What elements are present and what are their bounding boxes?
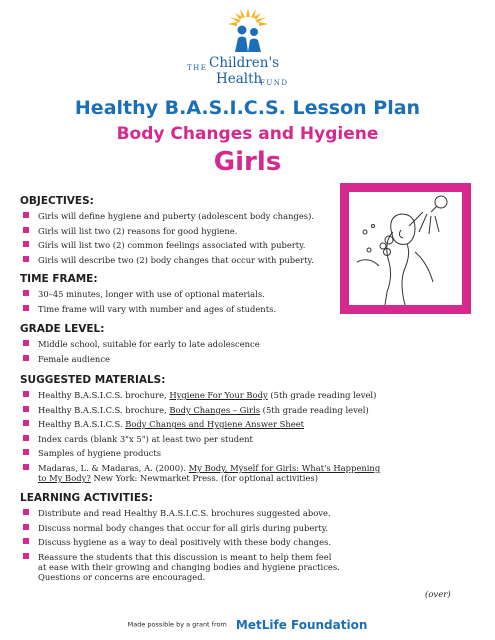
learning-activities-section [20,492,450,586]
illustration-frame [340,183,471,314]
brochure-title: Hygiene For Your Body [169,390,268,400]
bullet-square-icon [23,509,29,515]
page-title: Healthy B.A.S.I.C.S. Lesson Plan [74,97,421,119]
bullet-square-icon [23,464,29,470]
bullet-square-icon [23,449,29,455]
materials-section [20,374,450,488]
list-item: Middle school, suitable for early to late adolescence [20,339,350,349]
sponsor-logo: MetLife Foundation [235,617,368,632]
list-item: Healthy B.A.S.I.C.S. brochure, Hygiene For Your Body (5th grade reading level) [20,390,450,400]
logo-fund: FUND [260,79,289,87]
list-item: Discuss hygiene as a way to deal positively with these body changes. [20,537,450,547]
bullet-square-icon [23,435,29,441]
bullet-square-icon [23,406,29,412]
page-subtitle: Body Changes and Hygiene [116,124,379,144]
bullet-square-icon [23,355,29,361]
grade-level-heading: GRADE LEVEL: [20,323,105,335]
list-item: Girls will define hygiene and puberty (adolescent body changes). [20,211,350,221]
list-item: Female audience [20,354,350,364]
bullet-square-icon [23,391,29,397]
audience-title: Girls [213,147,282,177]
time-frame-heading: TIME FRAME: [20,273,98,285]
list-item: Discuss normal body changes that occur for all girls during puberty. [20,523,450,533]
book-title-cont: to My Body? [38,472,91,483]
bullet-square-icon [23,290,29,296]
bullet-square-icon [23,538,29,544]
learning-activities-list [20,508,450,582]
list-item: Samples of hygiene products [20,448,450,458]
objectives-list [20,211,350,265]
over-note: (over) [425,590,451,600]
footer-grant-text: Made possible by a grant from [127,620,227,629]
list-item: Madaras, L. & Madaras, A. (2000). My Body, Myself for Girls: What's Happening to My Body? New York: Newmarket Press. (for optional activities) [20,463,450,483]
logo [0,8,495,98]
grade-level-section [20,323,350,368]
book-title: My Body, Myself for Girls: What's Happening [188,462,381,473]
bullet-square-icon [23,420,29,426]
footer [0,614,495,633]
learning-activities-heading: LEARNING ACTIVITIES: [20,492,153,504]
bullet-square-icon [23,340,29,346]
objectives-heading: OBJECTIVES: [20,195,94,207]
girl-showering-illustration [349,192,462,305]
bullet-square-icon [23,212,29,218]
list-item: Healthy B.A.S.I.C.S. Body Changes and Hygiene Answer Sheet [20,419,450,429]
list-item: Girls will describe two (2) body changes that occur with puberty. [20,255,350,265]
answer-sheet-title: Body Changes and Hygiene Answer Sheet [125,419,305,430]
materials-heading: SUGGESTED MATERIALS: [20,374,166,386]
logo-childrens: Children's [209,55,280,71]
time-frame-list [20,289,350,314]
bullet-square-icon [23,227,29,233]
list-item: Girls will list two (2) common feelings associated with puberty. [20,240,350,250]
grade-level-list [20,339,350,364]
list-item: 30–45 minutes, longer with use of optional materials. [20,289,350,299]
sun-children-logo-icon [226,8,270,54]
list-item: Healthy B.A.S.I.C.S. brochure, Body Changes – Girls (5th grade reading level) [20,405,450,415]
logo-health: Health [216,71,263,87]
materials-list [20,390,450,483]
list-item: Distribute and read Healthy B.A.S.I.C.S. brochures suggested above. [20,508,450,518]
objectives-section [20,195,350,269]
bullet-square-icon [23,241,29,247]
bullet-square-icon [23,553,29,559]
bullet-square-icon [23,305,29,311]
list-item: Index cards (blank 3"x 5") at least two per student [20,434,450,444]
time-frame-section [20,273,350,318]
list-item: Reassure the students that this discussion is meant to help them feel at ease with their growing and changing bodies and hygiene practices. Questions or concerns are encouraged. [20,552,450,582]
logo-the: THE [187,64,208,72]
bullet-square-icon [23,256,29,262]
brochure-title: Body Changes – Girls [169,404,261,415]
shower-girl-icon [349,192,462,305]
list-item: Girls will list two (2) reasons for good hygiene. [20,226,350,236]
list-item: Time frame will vary with number and ages of students. [20,304,350,314]
bullet-square-icon [23,524,29,530]
